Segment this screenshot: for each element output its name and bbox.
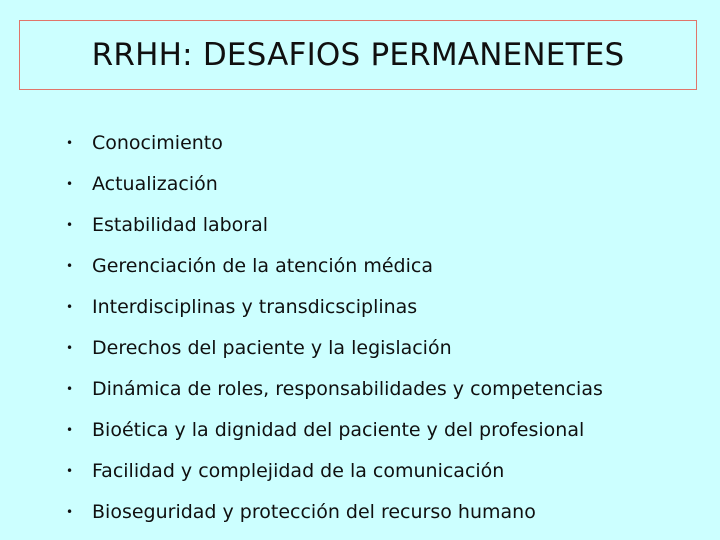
list-item [66, 245, 603, 286]
list-item [66, 450, 603, 491]
list-item-text: Bioética y la dignidad del paciente y del profesional [92, 418, 585, 441]
list-item [66, 122, 603, 163]
list-item [66, 204, 603, 245]
list-item-text: Actualización [92, 172, 218, 195]
bullet-icon: • [66, 258, 74, 273]
list-item [66, 409, 603, 450]
list-item-text: Dinámica de roles, responsabilidades y competencias [92, 377, 603, 400]
list-item-text: Conocimiento [92, 131, 223, 154]
list-item [66, 368, 603, 409]
bullet-icon: • [66, 135, 74, 150]
list-item [66, 163, 603, 204]
list-item [66, 286, 603, 327]
list-item-text: Gerenciación de la atención médica [92, 254, 433, 277]
bullet-icon: • [66, 422, 74, 437]
list-item [66, 327, 603, 368]
bullet-icon: • [66, 504, 74, 519]
title-box [19, 20, 697, 90]
bullet-icon: • [66, 340, 74, 355]
bullet-icon: • [66, 463, 74, 478]
list-item [66, 491, 603, 532]
slide-title: RRHH: DESAFIOS PERMANENETES [91, 37, 625, 73]
list-item-text: Estabilidad laboral [92, 213, 269, 236]
bullet-icon: • [66, 176, 74, 191]
bullet-list [66, 122, 603, 532]
bullet-icon: • [66, 299, 74, 314]
bullet-icon: • [66, 381, 74, 396]
list-item-text: Bioseguridad y protección del recurso humano [92, 500, 536, 523]
list-item-text: Interdisciplinas y transdicsciplinas [92, 295, 418, 318]
bullet-icon: • [66, 217, 74, 232]
list-item-text: Derechos del paciente y la legislación [92, 336, 452, 359]
list-item-text: Facilidad y complejidad de la comunicación [92, 459, 505, 482]
